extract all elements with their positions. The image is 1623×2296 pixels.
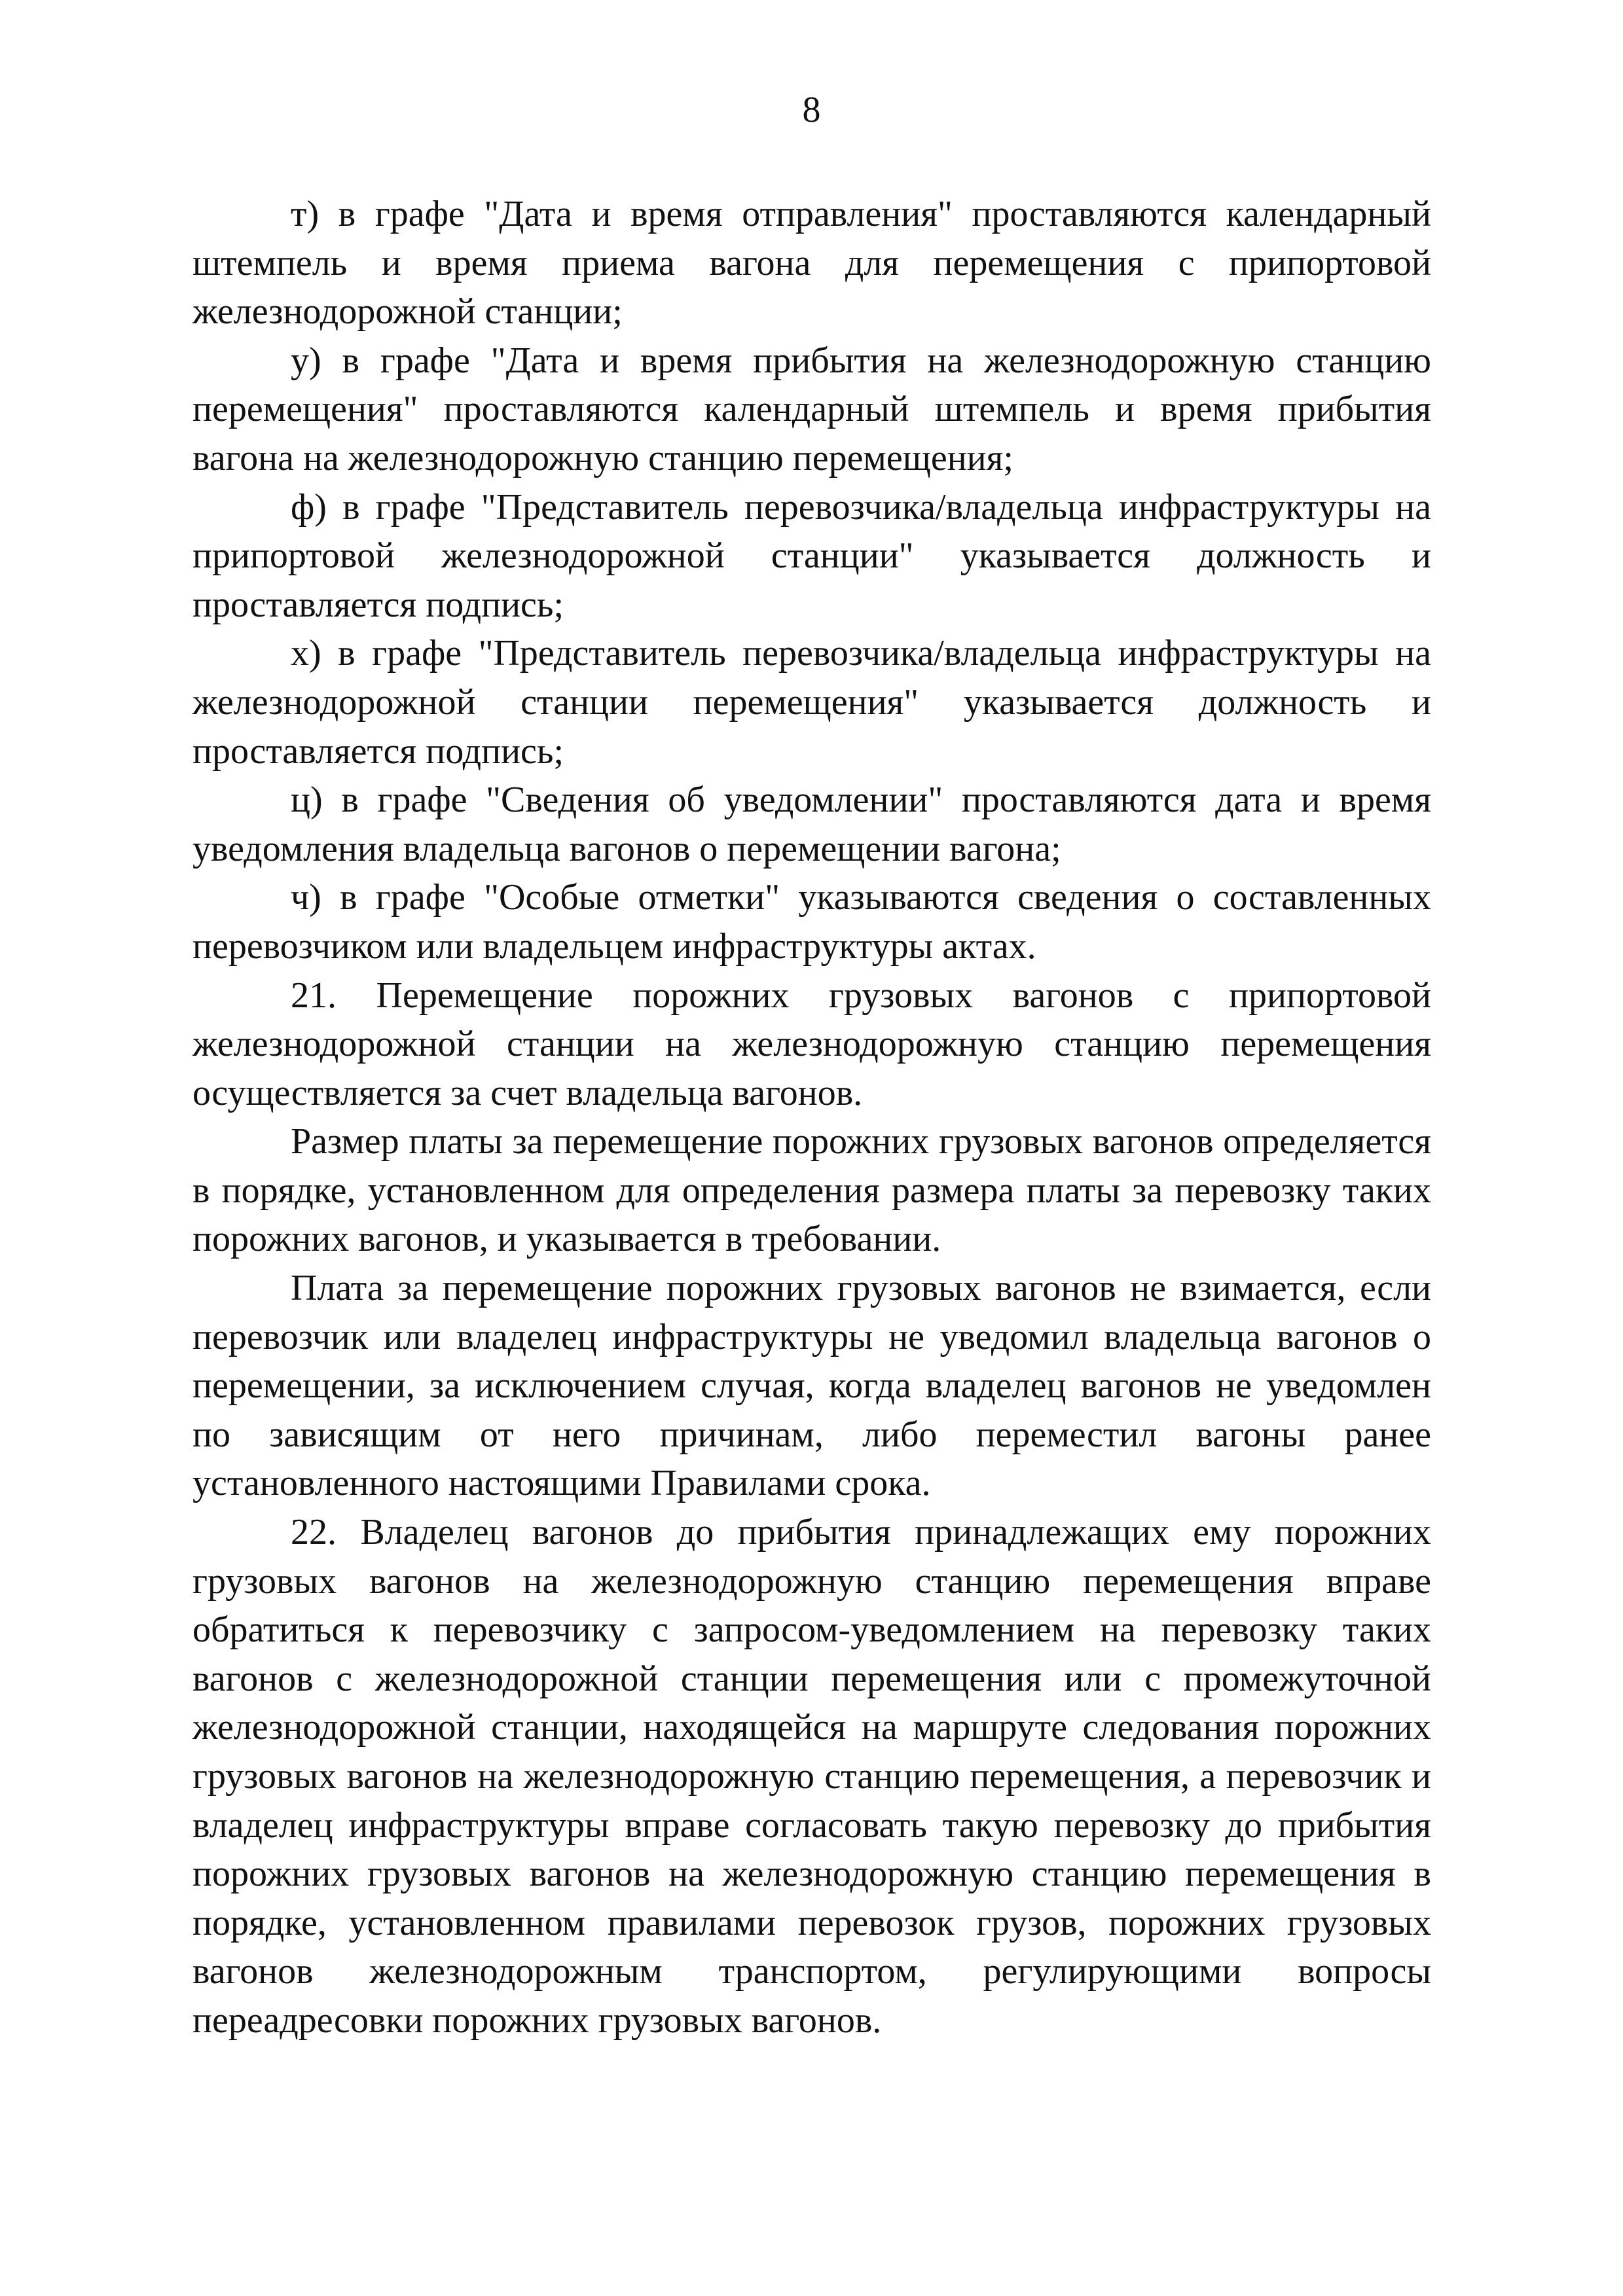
paragraph-u-arrival: у) в графе "Дата и время прибытия на железнодорожную станцию перемещения" проставляются календарный штемпель и время прибытия вагона на железнодорожную станцию перемещения; xyxy=(192,340,1431,478)
paragraph-kh-relocation-representative: х) в графе "Представитель перевозчика/владельца инфраструктуры на железнодорожной станции перемещения" указывается должность и проставляется подпись; xyxy=(192,633,1431,772)
paragraph-t-departure: т) в графе "Дата и время отправления" проставляются календарный штемпель и время приема вагона для перемещения с припортовой железнодорожной станции; xyxy=(192,194,1431,332)
paragraph-ch-special-notes: ч) в графе "Особые отметки" указываются сведения о составленных перевозчиком или владельцем инфраструктуры актах. xyxy=(192,877,1431,967)
paragraph-22-owner-request: 22. Владелец вагонов до прибытия принадлежащих ему порожних грузовых вагонов на железнодорожную станцию перемещения вправе обратиться к перевозчику с запросом-уведомлением на перевозку таких вагонов с железнодорожной станции перемещения или с промежуточной железнодорожной станции, находящейся на маршруте следования порожних грузовых вагонов на железнодорожную станцию перемещения, а перевозчик и владелец инфраструктуры вправе согласовать такую перевозку до прибытия порожних грузовых вагонов на железнодорожную станцию перемещения в порядке, установленном правилами перевозок грузов, порожних грузовых вагонов железнодорожным транспортом, регулирующими вопросы переадресовки порожних грузовых вагонов. xyxy=(192,1512,1431,2041)
page-number: 8 xyxy=(802,90,821,130)
paragraph-fee-exemption: Плата за перемещение порожних грузовых вагонов не взимается, если перевозчик или владелец инфраструктуры не уведомил владельца вагонов о перемещении, за исключением случая, когда владелец вагонов не уведомлен по зависящим от него причинам, либо переместил вагоны ранее установленного настоящими Правилами срока. xyxy=(192,1268,1431,1504)
paragraph-f-port-representative: ф) в графе "Представитель перевозчика/владельца инфраструктуры на припортовой железнодорожной станции" указывается должность и проставляется подпись; xyxy=(192,486,1431,625)
paragraph-21-relocation-cost: 21. Перемещение порожних грузовых вагонов с припортовой железнодорожной станции на железнодорожную станцию перемещения осуществляется за счет владельца вагонов. xyxy=(192,975,1431,1113)
document-body xyxy=(192,190,1431,2045)
paragraph-ts-notification: ц) в графе "Сведения об уведомлении" проставляются дата и время уведомления владельца вагонов о перемещении вагона; xyxy=(192,780,1431,869)
paragraph-fee-amount: Размер платы за перемещение порожних грузовых вагонов определяется в порядке, установленном для определения размера платы за перевозку таких порожних вагонов, и указывается в требовании. xyxy=(192,1121,1431,1260)
